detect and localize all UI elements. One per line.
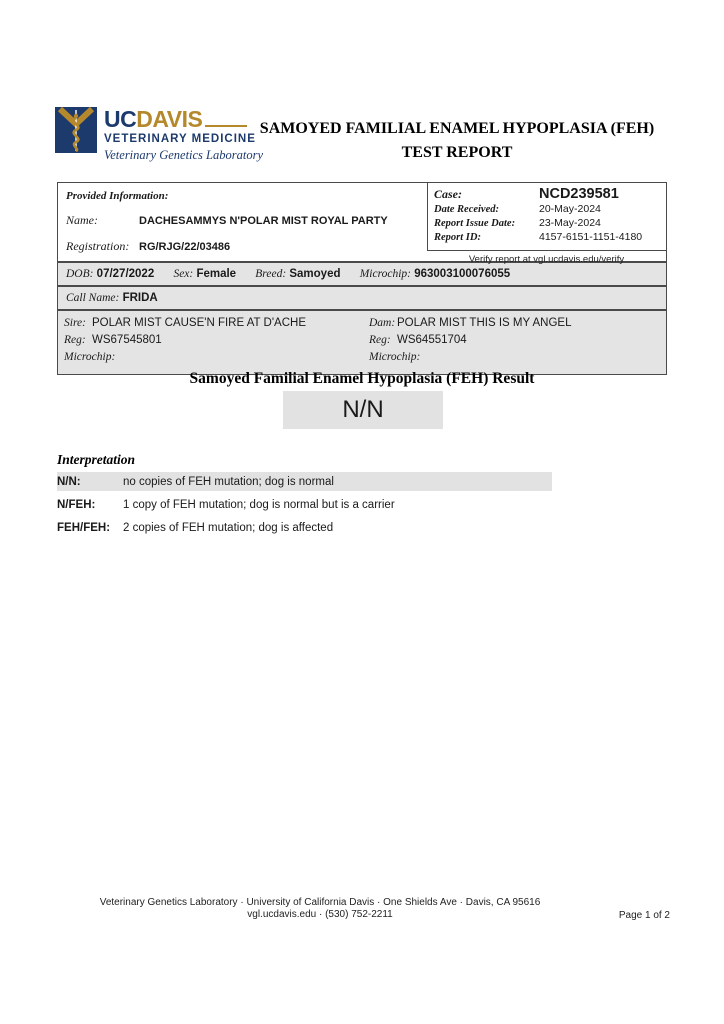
call-name-value: FRIDA [122, 292, 158, 304]
gold-rule [205, 125, 247, 127]
dam-details [369, 316, 674, 367]
logo-vet-medicine-text: VETERINARY MEDICINE [104, 133, 256, 145]
interpretation-label-nn: N/N: [57, 475, 81, 488]
sex-label: Sex: [173, 268, 194, 280]
sire-name-row [64, 316, 369, 330]
microchip-label: Microchip: [359, 268, 412, 280]
logo-text [104, 106, 264, 163]
report-id-value: 4157-6151-1151-4180 [539, 231, 643, 243]
registration-row [66, 239, 419, 254]
report-issue-date-row [434, 217, 660, 230]
sire-microchip-row [64, 350, 369, 364]
interpretation-heading: Interpretation [57, 452, 136, 467]
sire-details [64, 316, 369, 367]
microchip-pair [360, 268, 510, 280]
dam-reg-value: WS64551704 [397, 334, 467, 346]
case-details-box [427, 183, 666, 251]
case-number-row [434, 187, 660, 202]
dog-name-row [66, 213, 419, 228]
dam-reg-label: Reg: [369, 334, 391, 346]
title-line1: SAMOYED FAMILIAL ENAMEL HYPOPLASIA (FEH) [259, 120, 655, 137]
report-title [247, 107, 667, 165]
interpretation-text-nn: no copies of FEH mutation; dog is normal [123, 475, 334, 488]
logo-davis-text: DAVIS [136, 106, 203, 132]
logo-wordmark [104, 107, 247, 131]
result-value-box [283, 391, 443, 429]
breed-value: Samoyed [289, 268, 341, 280]
dam-microchip-row [369, 350, 674, 364]
case-details-cell [427, 183, 666, 265]
result-value: N/N [342, 396, 384, 423]
logo-genetics-lab-text: Veterinary Genetics Laboratory [104, 148, 264, 162]
date-received-row [434, 203, 660, 216]
report-issue-date-label: Report Issue Date: [434, 218, 516, 229]
sire-reg-value: WS67545801 [92, 334, 162, 346]
interpretation-row-nn [57, 472, 552, 491]
breed-pair [255, 268, 340, 280]
microchip-value: 963003100076055 [414, 268, 511, 280]
sire-name-value: POLAR MIST CAUSE'N FIRE AT D'ACHE [92, 317, 306, 329]
name-label: Name: [66, 213, 98, 227]
footer-contact-line: vgl.ucdavis.edu · (530) 752-2211 [247, 909, 393, 920]
report-id-row [434, 231, 660, 244]
call-name-row [58, 287, 666, 311]
sire-microchip-label: Microchip: [64, 351, 116, 363]
parents-row [58, 311, 666, 374]
dob-label: DOB: [66, 268, 94, 280]
title-line2: TEST REPORT [401, 144, 513, 161]
case-label: Case: [434, 187, 462, 201]
report-id-label: Report ID: [434, 232, 481, 243]
report-issue-date-value: 23-May-2024 [539, 217, 601, 229]
dob-value: 07/27/2022 [96, 268, 155, 280]
case-info-table [57, 182, 667, 375]
sex-pair [173, 268, 236, 280]
registration-value: RG/RJG/22/03486 [139, 241, 231, 253]
registration-label: Registration: [66, 239, 130, 253]
dam-name-value: POLAR MIST THIS IS MY ANGEL [397, 317, 572, 329]
sire-label: Sire: [64, 317, 86, 329]
ucdavis-logo [55, 106, 264, 165]
breed-label: Breed: [255, 268, 287, 280]
interpretation-text-nfeh: 1 copy of FEH mutation; dog is normal but is a carrier [123, 498, 395, 511]
dam-label: Dam: [369, 317, 396, 329]
date-received-value: 20-May-2024 [539, 203, 601, 215]
date-received-label: Date Received: [434, 204, 500, 215]
interpretation-label-nfeh: N/FEH: [57, 498, 96, 511]
sex-value: Female [196, 268, 237, 280]
footer-address-line: Veterinary Genetics Laboratory · University of California Davis · One Shields Ave · Davis, CA 95616 [99, 897, 541, 908]
provided-and-case-row [58, 183, 666, 263]
footer [0, 897, 640, 921]
case-number-value: NCD239581 [539, 186, 619, 202]
caduceus-icon [55, 107, 97, 153]
interpretation-text-fehfeh: 2 copies of FEH mutation; dog is affected [123, 521, 334, 534]
result-heading: Samoyed Familial Enamel Hypoplasia (FEH) Result [189, 370, 535, 387]
interpretation-row-fehfeh [57, 518, 667, 537]
sire-reg-label: Reg: [64, 334, 86, 346]
name-value: DACHESAMMYS N'POLAR MIST ROYAL PARTY [139, 215, 388, 227]
provided-information-label: Provided Information: [66, 190, 169, 202]
interpretation-section [57, 452, 667, 541]
verify-note: Verify report at vgl.ucdavis.edu/verify [468, 254, 625, 265]
report-header [55, 107, 667, 165]
interpretation-row-nfeh [57, 495, 667, 514]
interpretation-label-fehfeh: FEH/FEH: [57, 521, 111, 534]
dam-name-row [369, 316, 674, 330]
page-number: Page 1 of 2 [618, 910, 670, 921]
dob-pair [66, 268, 154, 280]
dog-details-row [58, 263, 666, 287]
call-name-label: Call Name: [66, 292, 120, 304]
logo-uc-text: UC [104, 106, 137, 132]
provided-information-cell [58, 183, 427, 261]
dam-reg-row [369, 333, 674, 347]
sire-reg-row [64, 333, 369, 347]
dam-microchip-label: Microchip: [369, 351, 421, 363]
